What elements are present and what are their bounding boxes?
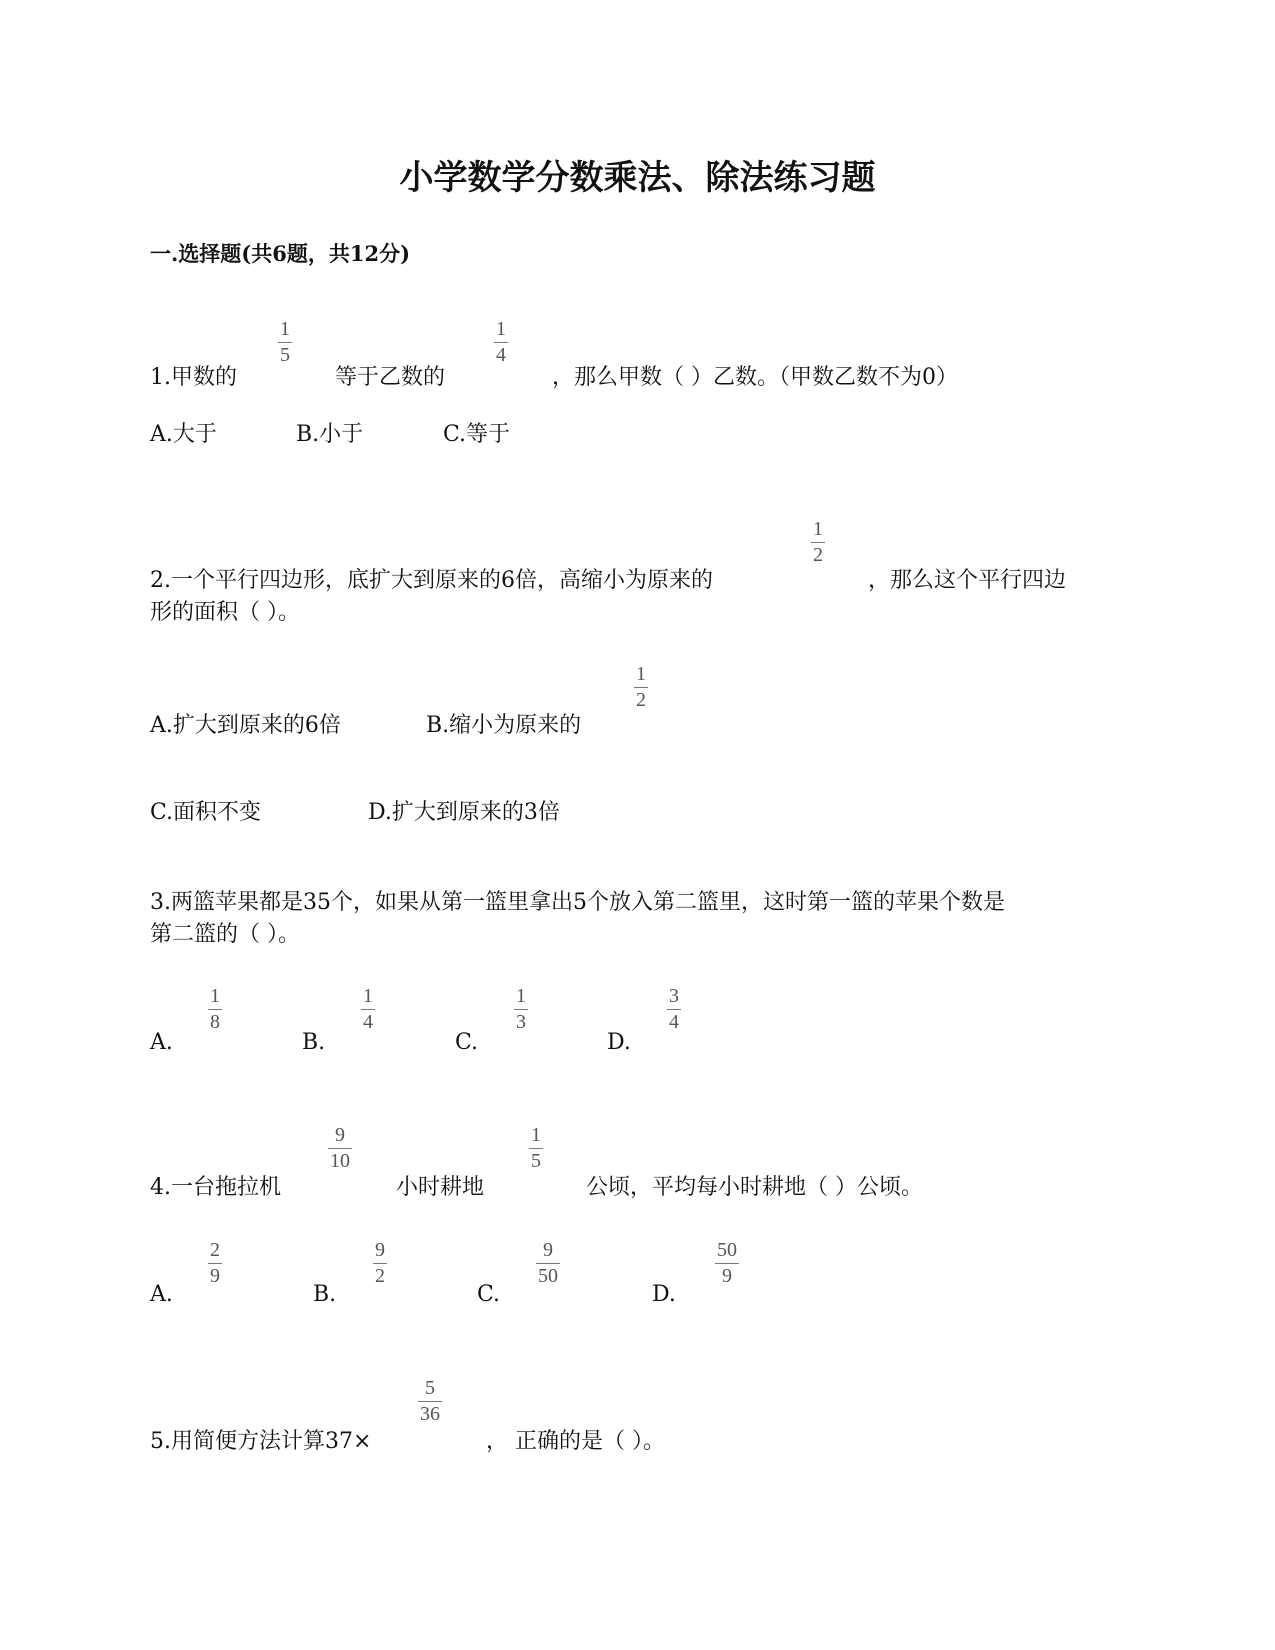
numerator: 1	[210, 985, 220, 1007]
question-4-text-part3: 公顷，平均每小时耕地（ ）公顷。	[586, 1175, 923, 1200]
question-4-option-a[interactable]: A.	[150, 1282, 173, 1307]
question-5-fraction	[418, 1377, 442, 1425]
question-2-text-part1: 2.一个平行四边形，底扩大到原来的6倍，高缩小为原来的	[150, 568, 713, 593]
question-1-option-a[interactable]: A.大于	[150, 422, 217, 447]
numerator: 1	[636, 663, 646, 685]
question-2-option-d[interactable]: D.扩大到原来的3倍	[368, 800, 560, 825]
denominator: 10	[330, 1150, 350, 1172]
numerator: 5	[425, 1377, 435, 1399]
numerator: 9	[543, 1239, 553, 1261]
denominator: 4	[363, 1011, 373, 1033]
numerator: 1	[813, 518, 823, 540]
question-4-fraction-2	[529, 1124, 543, 1172]
question-4-option-b[interactable]: B.	[313, 1282, 337, 1307]
question-4-text-part2: 小时耕地	[396, 1175, 485, 1200]
numerator: 1	[280, 318, 290, 340]
numerator: 1	[363, 985, 373, 1007]
denominator: 36	[420, 1403, 440, 1425]
question-2-option-a[interactable]: A.扩大到原来的6倍	[150, 713, 341, 738]
numerator: 9	[335, 1124, 345, 1146]
question-2-text-line2: 形的面积（ ）。	[150, 600, 300, 625]
question-3-text-line1: 3.两篮苹果都是35个，如果从第一篮里拿出5个放入第二篮里，这时第一篮的苹果个数是	[150, 890, 1005, 915]
question-1-option-b[interactable]: B.小于	[296, 422, 364, 447]
question-3-option-a[interactable]: A.	[150, 1030, 173, 1055]
denominator: 9	[722, 1265, 732, 1287]
question-3-text-line2: 第二篮的（ ）。	[150, 922, 300, 947]
question-2-fraction	[811, 518, 825, 566]
numerator: 1	[531, 1124, 541, 1146]
question-1-fraction-2	[494, 318, 508, 366]
denominator: 4	[496, 344, 506, 366]
denominator: 5	[531, 1150, 541, 1172]
question-4-option-c-fraction	[536, 1239, 560, 1287]
question-3-option-d-fraction	[667, 985, 681, 1033]
numerator: 2	[210, 1239, 220, 1261]
denominator: 9	[210, 1265, 220, 1287]
question-4-option-d-fraction	[715, 1239, 739, 1287]
numerator: 3	[669, 985, 679, 1007]
question-3-option-c[interactable]: C.	[455, 1030, 479, 1055]
question-3-option-a-fraction	[208, 985, 222, 1033]
question-1-option-c[interactable]: C.等于	[443, 422, 511, 447]
numerator: 50	[717, 1239, 737, 1261]
denominator: 3	[516, 1011, 526, 1033]
question-3-option-b-fraction	[361, 985, 375, 1033]
question-4-text-part1: 4.一台拖拉机	[150, 1175, 281, 1200]
question-3-option-d[interactable]: D.	[607, 1030, 631, 1055]
question-2-option-b-fraction	[634, 663, 648, 711]
question-3-option-c-fraction	[514, 985, 528, 1033]
section-heading: 一.选择题(共6题，共12分)	[150, 241, 411, 266]
question-4-option-d[interactable]: D.	[652, 1282, 676, 1307]
denominator: 2	[375, 1265, 385, 1287]
question-4-option-b-fraction	[373, 1239, 387, 1287]
numerator: 1	[496, 318, 506, 340]
question-1-text-part3: ，那么甲数（ ）乙数。（甲数乙数不为0）	[552, 365, 958, 390]
question-2-option-b[interactable]: B.缩小为原来的	[426, 713, 582, 738]
question-4-option-c[interactable]: C.	[477, 1282, 501, 1307]
denominator: 4	[669, 1011, 679, 1033]
question-2-text-part2: ，那么这个平行四边	[868, 568, 1067, 593]
numerator: 9	[375, 1239, 385, 1261]
numerator: 1	[516, 985, 526, 1007]
page-title: 小学数学分数乘法、除法练习题	[399, 158, 876, 198]
denominator: 5	[280, 344, 290, 366]
denominator: 2	[636, 689, 646, 711]
question-1-text-part2: 等于乙数的	[335, 365, 446, 390]
question-3-option-b[interactable]: B.	[302, 1030, 326, 1055]
question-4-option-a-fraction	[208, 1239, 222, 1287]
question-1-text-part1: 1.甲数的	[150, 365, 237, 390]
denominator: 2	[813, 544, 823, 566]
denominator: 50	[538, 1265, 558, 1287]
denominator: 8	[210, 1011, 220, 1033]
question-4-fraction-1	[328, 1124, 352, 1172]
question-2-option-c[interactable]: C.面积不变	[150, 800, 262, 825]
question-5-text-part1: 5.用简便方法计算37×	[150, 1429, 372, 1454]
question-1-fraction-1	[278, 318, 292, 366]
question-5-text-part2: ， 正确的是（ ）。	[486, 1429, 665, 1454]
